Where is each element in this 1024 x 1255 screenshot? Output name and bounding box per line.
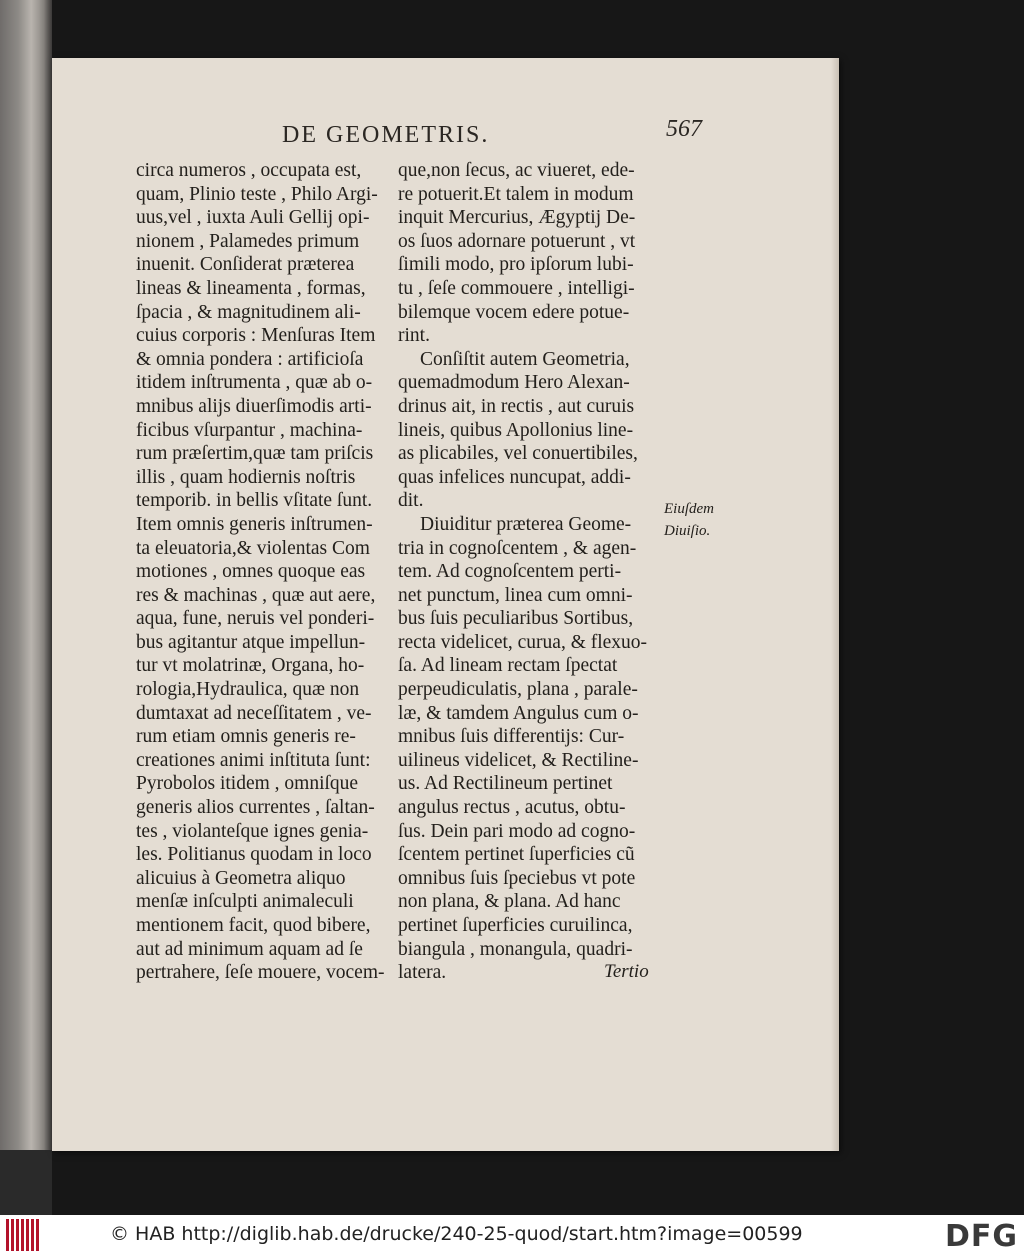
text-line: illis , quam hodiernis noſtris [136,466,356,488]
text-line: inquit Mercurius, Ægyptij De- [398,207,636,229]
text-line: rologia,Hydraulica, quæ non [136,679,360,701]
footer-copyright-link[interactable]: © HAB http://diglib.hab.de/drucke/240-25-quod/start.htm?image=00599 [110,1223,803,1245]
text-line: circa numeros , occupata est, [136,160,362,181]
text-line: que,non ſecus, ac viueret, ede- [398,160,635,181]
page-edge-shadow [831,58,839,1151]
facing-page-shadow [0,1150,52,1215]
text-line: rum præſertim,quæ tam priſcis [136,443,374,465]
right-text-column [398,159,660,985]
text-line: creationes animi inſtituta ſunt: [136,749,371,771]
text-line: ſcentem pertinet ſuperficies cũ [398,844,635,866]
text-line: ficibus vſurpantur , machina- [136,419,363,441]
text-line: bus agitantur atque impellun- [136,631,366,653]
text-line: dit. [398,490,424,512]
marginal-note [664,498,744,542]
text-line: læ, & tamdem Angulus cum o- [398,702,639,724]
text-line: quemadmodum Hero Alexan- [398,372,630,394]
text-line: as plicabiles, vel conuertibiles, [398,443,638,465]
text-line: lineis, quibus Apollonius line- [398,419,634,441]
text-line: ſimili modo, pro ipſorum lubi- [398,254,634,276]
text-line: os ſuos adornare potuerunt , vt [398,230,636,252]
text-line: re potuerit.Et talem in modum [398,183,634,205]
text-line: perpeudiculatis, plana , parale- [398,679,638,701]
text-line: non plana, & plana. Ad hanc [398,891,621,913]
text-line: dumtaxat ad neceſſitatem , ve- [136,702,372,724]
text-line: lineas & lineamenta , formas, [136,277,366,299]
footer-bar [0,1215,1024,1255]
text-line: rint. [398,325,430,347]
text-line: temporib. in bellis vſitate ſunt. [136,490,373,512]
text-line: tes , violanteſque ignes genia- [136,820,369,842]
text-line: mentionem facit, quod bibere, [136,915,371,936]
text-line: alicuius à Geometra aliquo [136,867,346,889]
text-line: recta videlicet, curua, & flexuo- [398,631,648,653]
text-line: ta eleuatoria,& violentas Com [136,537,370,559]
marginal-note-line: Diuiſio. [664,523,711,539]
book-page [52,58,839,1151]
text-line: biangula , monangula, quadri- [398,938,633,960]
text-line: uilineus videlicet, & Rectiline- [398,749,639,771]
text-line: itidem inſtrumenta , quæ ab o- [136,372,373,394]
text-line: Diuiditur præterea Geome- [420,513,632,535]
text-line: Item omnis generis inſtrumen- [136,513,373,535]
text-line: rum etiam omnis generis re- [136,726,356,748]
text-line: menſæ inſculpti animaleculi [136,891,354,913]
left-text-column [136,159,392,985]
text-line: net punctum, linea cum omni- [398,584,633,606]
facing-page-edge [0,0,52,1215]
marginal-note-line: Eiuſdem [664,501,714,517]
text-line: aqua, fune, neruis vel ponderi- [136,608,375,630]
running-header [282,116,702,152]
text-line: ſus. Dein pari modo ad cogno- [398,820,636,842]
text-line: tria in cognoſcentem , & agen- [398,537,637,559]
text-line: inuenit. Conſiderat præterea [136,254,355,276]
text-line: Conſiſtit autem Geometria, [420,348,630,370]
text-line: cuius corporis : Menſuras Item [136,325,376,347]
text-line: tu , ſeſe commouere , intelligi- [398,277,635,299]
text-line: tem. Ad cognoſcentem perti- [398,561,622,583]
text-line: bus ſuis peculiaribus Sortibus, [398,608,634,630]
text-line: mnibus alijs diuerſimodis arti- [136,395,372,417]
text-line: mnibus ſuis differentijs: Cur- [398,726,625,748]
text-line: quam, Plinio teste , Philo Argi- [136,183,378,205]
text-line: pertinet ſuperficies curuilinca, [398,915,633,936]
text-line: res & machinas , quæ aut aere, [136,584,376,606]
text-line: ſpacia , & magnitudinem ali- [136,301,361,323]
text-line: drinus ait, in rectis , aut curuis [398,395,635,417]
catchword: Tertio [604,961,649,982]
text-line: les. Politianus quodam in loco [136,844,372,866]
text-line: angulus rectus , acutus, obtu- [398,797,626,819]
text-line: nionem , Palamedes primum [136,230,360,252]
text-line: motiones , omnes quoque eas [136,561,366,583]
hab-barcode-logo-icon [6,1219,40,1251]
dfg-logo: DFG [944,1219,1018,1254]
text-line: quas infelices nuncupat, addi- [398,466,631,488]
text-line: bilemque vocem edere potue- [398,301,630,323]
text-line: & omnia pondera : artificioſa [136,348,364,370]
running-title: DE GEOMETRIS. [282,122,490,148]
text-line: latera. [398,962,447,984]
text-line: omnibus ſuis ſpeciebus vt pote [398,867,636,889]
text-line: pertrahere, ſeſe mouere, vocem- [136,962,385,984]
text-line: tur vt molatrinæ, Organa, ho- [136,655,365,677]
text-line: aut ad minimum aquam ad ſe [136,938,363,960]
page-number: 567 [666,116,702,142]
text-line: ſa. Ad lineam rectam ſpectat [398,655,618,677]
text-line: generis alios currentes , ſaltan- [136,797,375,819]
text-line: uus,vel , iuxta Auli Gellij opi- [136,207,370,229]
text-line: Pyrobolos itidem , omniſque [136,773,359,795]
text-line: us. Ad Rectilineum pertinet [398,773,613,795]
